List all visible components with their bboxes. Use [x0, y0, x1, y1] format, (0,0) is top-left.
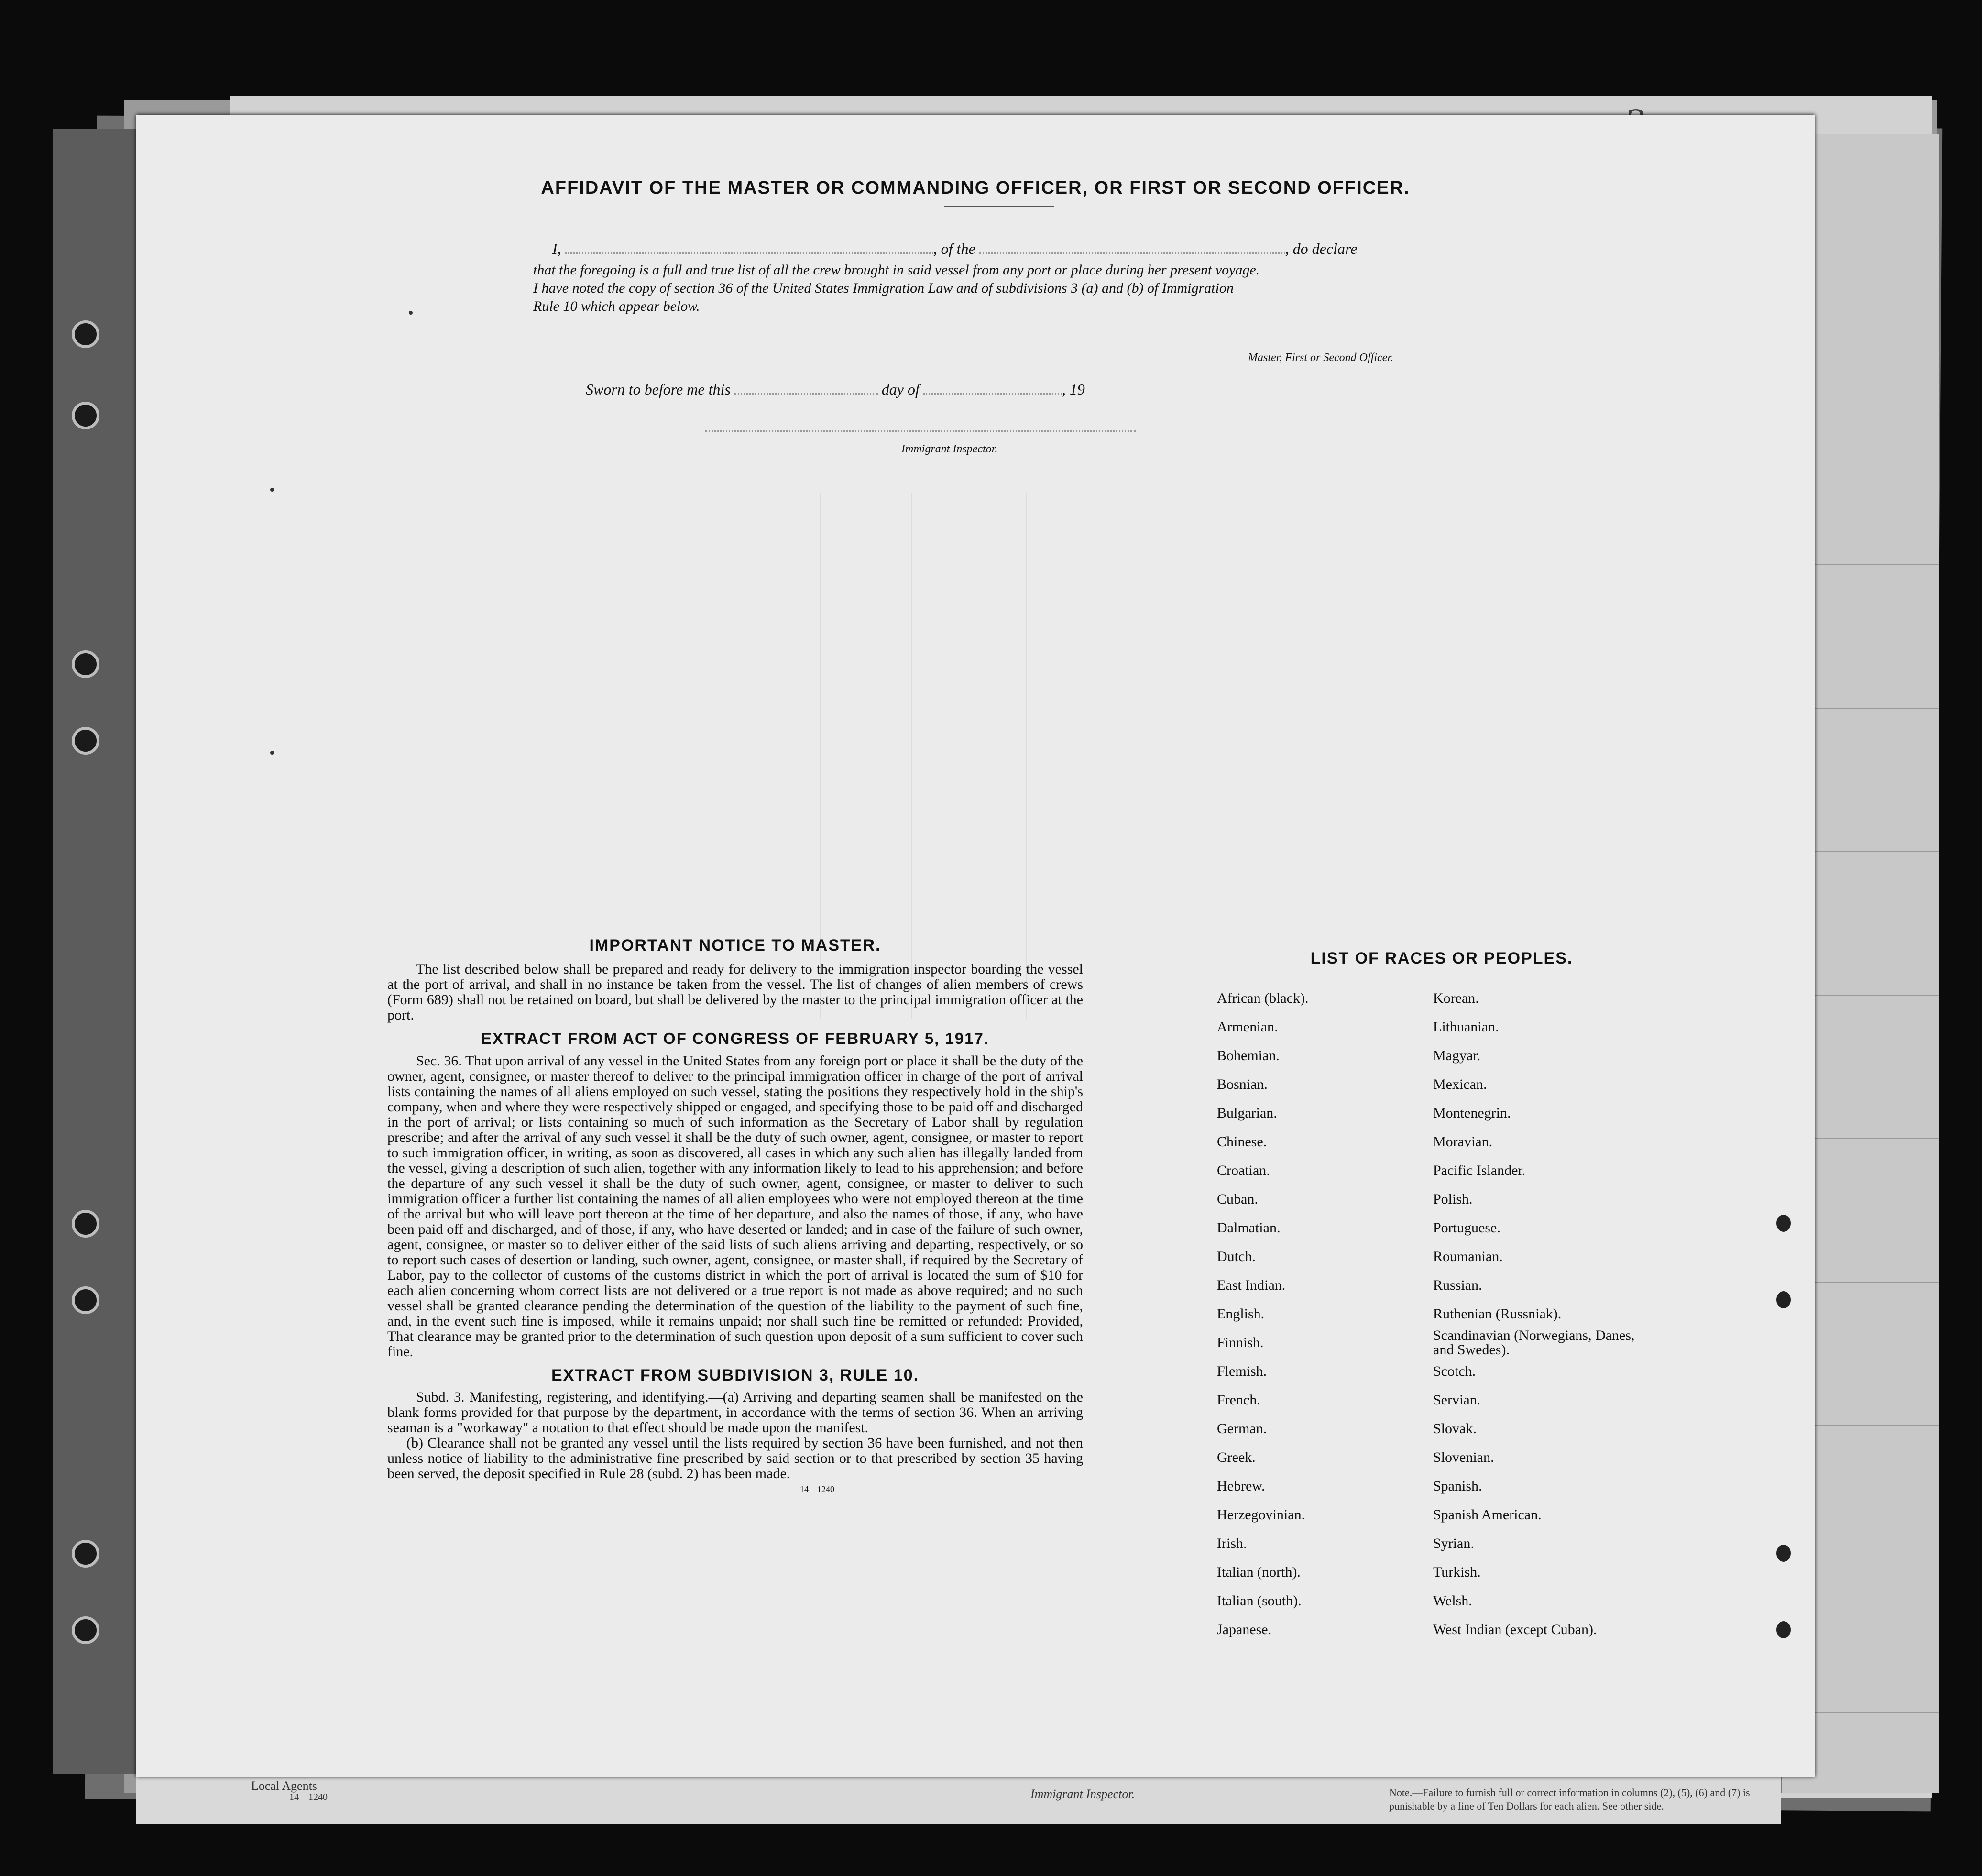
race-item: Scandinavian (Norwegians, Danes, and Swedes).	[1433, 1327, 1635, 1358]
race-item: Ruthenian (Russniak).	[1433, 1306, 1562, 1322]
race-item: Bohemian.	[1217, 1048, 1280, 1064]
sworn-line	[586, 381, 1085, 398]
declaration-line-3: I have noted the copy of section 36 of the United States Immigration Law and of subdivisions 3 (a) and (b) of Immigration	[533, 280, 1234, 296]
day-field[interactable]	[734, 393, 878, 395]
declaration-line-4: Rule 10 which appear below.	[533, 298, 700, 314]
extract-rule-title: EXTRACT FROM SUBDIVISION 3, RULE 10.	[551, 1366, 920, 1384]
inspector-label: Immigrant Inspector.	[901, 443, 998, 455]
punch-hole-icon	[72, 1286, 99, 1314]
local-agents-label: Local Agents	[251, 1779, 317, 1793]
vessel-field[interactable]	[979, 252, 1285, 254]
race-item: Dalmatian.	[1217, 1220, 1281, 1236]
punch-hole-icon	[72, 1616, 99, 1644]
underlying-form-number: 14—1240	[289, 1792, 328, 1802]
race-item: English.	[1217, 1306, 1265, 1322]
race-item: African (black).	[1217, 990, 1309, 1006]
inspector-signature-field[interactable]	[705, 430, 1136, 432]
affidavit-sheet	[136, 115, 1815, 1777]
race-item: Herzegovinian.	[1217, 1507, 1305, 1523]
binding-mark-icon	[1776, 1291, 1791, 1308]
race-item: Flemish.	[1217, 1363, 1267, 1379]
declaration-line-2: that the foregoing is a full and true list of all the crew brought in said vessel from any port or place during her present voyage.	[533, 262, 1260, 278]
race-item: Croatian.	[1217, 1163, 1270, 1178]
race-item: Slovak.	[1433, 1421, 1477, 1437]
speck	[270, 751, 274, 755]
underlying-inspector-label: Immigrant Inspector.	[1030, 1787, 1135, 1801]
sworn-label: Sworn to before me this	[586, 381, 731, 398]
race-item: Finnish.	[1217, 1335, 1264, 1350]
race-item: Dutch.	[1217, 1249, 1256, 1264]
race-item: Pacific Islander.	[1433, 1163, 1526, 1178]
punch-hole-icon	[72, 1210, 99, 1238]
extract-act-title: EXTRACT FROM ACT OF CONGRESS OF FEBRUARY 5, 1917.	[481, 1030, 990, 1047]
speck	[270, 488, 274, 492]
punch-hole-icon	[72, 650, 99, 678]
race-item: German.	[1217, 1421, 1267, 1437]
underlying-sheet-footer	[136, 1777, 1781, 1824]
race-item: Cuban.	[1217, 1191, 1258, 1207]
race-item: East Indian.	[1217, 1277, 1286, 1293]
race-item: Mexican.	[1433, 1076, 1487, 1092]
race-item: Montenegrin.	[1433, 1105, 1511, 1121]
penalty-note: Note.—Failure to furnish full or correct information in columns (2), (5), (6) and (7) is punishable by a fine of Ten Dollars for each alien. See other side.	[1389, 1787, 1750, 1812]
races-left-column	[1217, 984, 1418, 1644]
race-item: Polish.	[1433, 1191, 1473, 1207]
race-item: French.	[1217, 1392, 1260, 1408]
punch-hole-icon	[72, 727, 99, 755]
races-title: LIST OF RACES OR PEOPLES.	[1310, 949, 1573, 967]
signature-label: Master, First or Second Officer.	[1248, 351, 1393, 364]
declaration-line	[552, 240, 1599, 258]
race-item: Turkish.	[1433, 1564, 1481, 1580]
race-item: Moravian.	[1433, 1134, 1493, 1150]
race-item: Irish.	[1217, 1536, 1247, 1551]
punch-hole-icon	[72, 402, 99, 429]
day-of-label: day of	[881, 381, 920, 398]
punch-hole-icon	[72, 1540, 99, 1568]
race-item: West Indian (except Cuban).	[1433, 1622, 1597, 1637]
year-label: , 19	[1062, 381, 1085, 398]
form-number: 14—1240	[800, 1484, 834, 1494]
race-item: Greek.	[1217, 1449, 1256, 1465]
do-declare-label: , do declare	[1285, 240, 1358, 257]
binding-mark-icon	[1776, 1621, 1791, 1638]
notice-title: IMPORTANT NOTICE TO MASTER.	[589, 936, 881, 954]
extract-rule-text-b: (b) Clearance shall not be granted any vessel until the lists required by section 36 have been furnished, and not then unless notice of liability to the administrative fine prescribed by said section or to that prescribed by section 35 having been served, the deposit specified in Rule 28 (subd. 2) has been made.	[387, 1435, 1083, 1481]
extract-act-text: Sec. 36. That upon arrival of any vessel in the United States from any foreign port or place it shall be the duty of the owner, agent, consignee, or master thereof to deliver to the principal immigration officer in charge of the port of arrival lists containing the names of all aliens employed on such vessel, stating the positions they respectively hold in the ship's company, when and where they were respectively shipped or engaged, and specifying those to be paid off and discharged in the port of arrival; or lists containing so much of such information as the Secretary of Labor shall by regulation prescribe; and after the arrival of any such vessel it shall be the duty of such owner, agent, consignee, or master to report to such immigration officer, in writing, as soon as discovered, all cases in which any such alien has illegally landed from the vessel, giving a description of such alien, together with any information likely to lead to his apprehension; and before the departure of any such vessel it shall be the duty of such owner, agent, consignee, or master to deliver to such immigration officer a further list containing the names of all alien employees who were not employed thereon at the time of the arrival but who will leave port thereon at the time of her departure, and also the names of those, if any, who have been paid off and discharged, and of those, if any, who have deserted or landed; and in case of the failure of such owner, agent, consignee, or master so to deliver either of the said lists of such aliens arriving and departing, respectively, or so to report such cases of desertion or landing, such owner, agent, consignee, or master shall, if required by the Secretary of Labor, pay to the collector of customs of the customs district in which the port of arrival is located the sum of $10 for each alien concerning whom correct lists are not delivered or a true report is not made as above required; and no such vessel shall be granted clearance pending the determination of the question of the liability to the payment of such fine, and, in the event such fine is imposed, while it remains unpaid; nor shall such fine be remitted or refunded: Provided, That clearance may be granted prior to the determination of such question upon deposit of a sum sufficient to cover such fine.	[387, 1053, 1083, 1360]
race-item: Lithuanian.	[1433, 1019, 1499, 1035]
month-field[interactable]	[923, 393, 1062, 395]
title-rule	[944, 206, 1054, 207]
races-right-column	[1433, 984, 1643, 1644]
race-item: Scotch.	[1433, 1363, 1476, 1379]
race-item: Syrian.	[1433, 1536, 1474, 1551]
race-item: Italian (south).	[1217, 1593, 1302, 1609]
race-item: Korean.	[1433, 990, 1479, 1006]
race-item: Servian.	[1433, 1392, 1481, 1408]
i-label: I,	[552, 240, 561, 257]
race-item: Japanese.	[1217, 1622, 1272, 1637]
race-item: Hebrew.	[1217, 1478, 1265, 1494]
race-item: Magyar.	[1433, 1048, 1481, 1064]
race-item: Chinese.	[1217, 1134, 1267, 1150]
extract-rule-text-a: Subd. 3. Manifesting, registering, and identifying.—(a) Arriving and departing seamen shall be manifested on the blank forms provided for that purpose by the department, in accordance with the terms of section 36. When an arriving seaman is a "workaway" a notation to that effect should be made upon the manifest.	[387, 1389, 1083, 1436]
name-field[interactable]	[565, 252, 933, 254]
punch-hole-icon	[72, 320, 99, 348]
race-item: Russian.	[1433, 1277, 1482, 1293]
binding-mark-icon	[1776, 1215, 1791, 1232]
race-item: Portuguese.	[1433, 1220, 1500, 1236]
binding-mark-icon	[1776, 1545, 1791, 1562]
race-item: Welsh.	[1433, 1593, 1472, 1609]
declaration-text	[533, 261, 1599, 316]
notice-text: The list described below shall be prepared and ready for delivery to the immigration inspector boarding the vessel at the port of arrival, and shall in no instance be taken from the vessel. The list of changes of alien members of crews (Form 689) shall not be retained on board, but shall be delivered by the master to the principal immigration officer at the port.	[387, 961, 1083, 1023]
notice-column	[387, 936, 1083, 1494]
affidavit-title: AFFIDAVIT OF THE MASTER OR COMMANDING OFFICER, OR FIRST OR SECOND OFFICER.	[541, 178, 1410, 198]
race-item: Italian (north).	[1217, 1564, 1301, 1580]
race-item: Bosnian.	[1217, 1076, 1268, 1092]
of-the-label: , of the	[933, 240, 975, 257]
race-item: Spanish.	[1433, 1478, 1482, 1494]
race-item: Spanish American.	[1433, 1507, 1542, 1523]
race-item: Roumanian.	[1433, 1249, 1503, 1264]
speck	[409, 311, 413, 315]
race-item: Slovenian.	[1433, 1449, 1494, 1465]
race-item: Bulgarian.	[1217, 1105, 1277, 1121]
race-item: Armenian.	[1217, 1019, 1278, 1035]
